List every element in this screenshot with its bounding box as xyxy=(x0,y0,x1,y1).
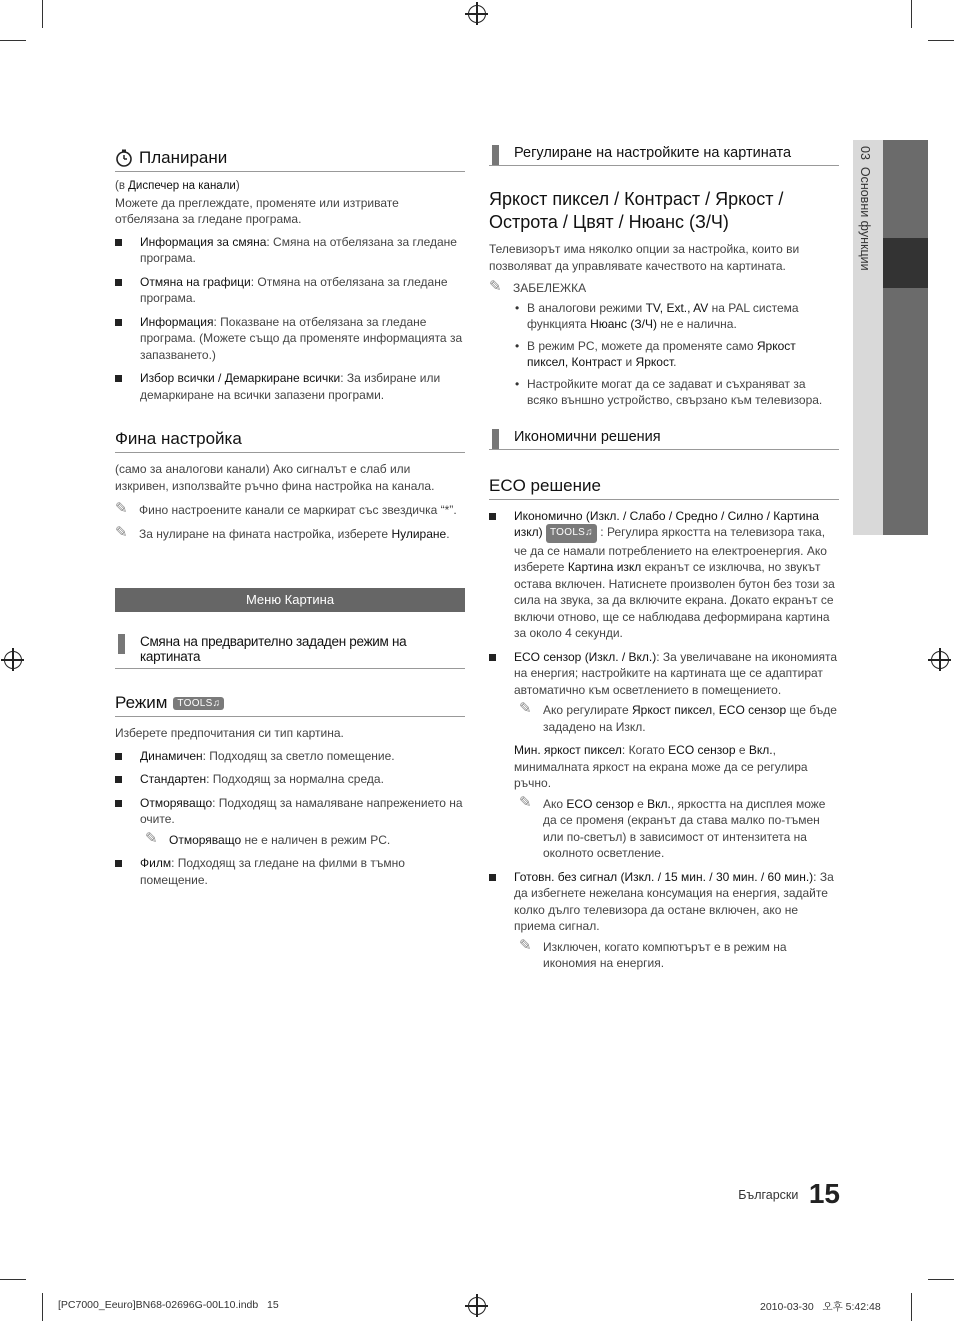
list-item: Икономично (Изкл. / Слабо / Средно / Силно / Картина изкл) TOOLS♫ : Регулира яркостта на телевизора така, че да се намали потреблението на електроенергия. Ако изберете Картина изкл екранът се изключва, но звукът остава включен. Натиснете произволен бутон без този за сила на звука, за да включите екрана. Докато екранът се включи отново, ще се наблюдава деформирана картина за около 4 секунди. xyxy=(489,508,839,642)
crop-mark xyxy=(42,0,43,28)
crop-mark xyxy=(0,1279,26,1280)
footer-language: Български xyxy=(738,1188,799,1202)
left-column xyxy=(115,148,465,888)
chapter-title: Основни функции xyxy=(858,166,872,271)
section-title: Режим xyxy=(115,693,168,712)
subsection-heading: Смяна на предварително зададен режим на картината xyxy=(115,632,465,669)
crop-mark xyxy=(928,1279,954,1280)
chapter-tab-dark xyxy=(883,140,928,535)
list-item: Отморяващо: Подходящ за намаляване напрежението на очите. xyxy=(115,795,465,828)
pencil-note-icon: ✎ xyxy=(519,793,532,811)
note: ✎ Ако регулирате Яркост пиксел, ECO сензор ще бъде зададено на Изкл. xyxy=(519,700,837,734)
paragraph: Изберете предпочитания си тип картина. xyxy=(115,726,344,740)
pencil-note-icon: ✎ xyxy=(115,500,128,517)
section-title: Фина настройка xyxy=(115,429,242,448)
note: ✎ Изключен, когато компютърът е в режим на икономия на енергия. xyxy=(519,936,787,970)
crop-mark xyxy=(0,40,26,41)
crop-mark xyxy=(928,40,954,41)
list-item: • В режим PC, можете да променяте само Яркост пиксел, Контраст и Яркост. xyxy=(513,338,839,371)
print-file-info: [PC7000_Eeuro]BN68-02696G-00L10.indb 15 xyxy=(58,1299,279,1311)
crop-mark xyxy=(911,0,912,28)
chapter-tab-marker xyxy=(883,238,928,288)
print-date-info: 2010-03-30 오후 5:42:48 xyxy=(760,1301,881,1313)
section-heading-planirani xyxy=(115,148,465,172)
note: ✎ Ако ECO сензор е Вкл., яркостта на дисплея може да се променя (екранът да става малко по-тъмен или по-светъл) в зависимост от интензитета на околното осветление. xyxy=(519,793,826,860)
registration-mark-icon xyxy=(468,5,486,23)
list-item: Информация за смяна: Смяна на отбелязана за гледане програма. xyxy=(115,234,465,267)
registration-mark-icon xyxy=(468,1297,486,1315)
section-heading-rezhim xyxy=(115,693,465,717)
list-item: Избор всички / Демаркиране всички: За избиране или демаркиране на всички запазени програми. xyxy=(115,370,465,403)
page-footer xyxy=(700,1178,840,1210)
list-item: Информация: Показване на отбелязана за гледане програма. (Можете също да променяте информацията за запазването.) xyxy=(115,314,465,364)
list-item: ECO сензор (Изкл. / Вкл.): За увеличаване на икономията на енергия; настройките на картината ще се адаптират автоматично към осветлението в помещението. xyxy=(489,649,839,699)
pencil-note-icon: ✎ xyxy=(115,523,128,541)
note: ✎ Фино настроените канали се маркират със звездичка “*”. xyxy=(115,500,457,517)
bullet-list xyxy=(489,508,839,972)
crop-mark xyxy=(911,1293,912,1321)
crop-mark xyxy=(42,1293,43,1321)
tools-badge: TOOLS♫ xyxy=(173,697,224,710)
list-item: • В аналогови режими TV, Ext., AV на PAL система функцията Нюанс (З/Ч) не е налична. xyxy=(513,300,839,333)
pencil-note-icon: ✎ xyxy=(519,936,532,954)
pencil-note-icon: ✎ xyxy=(519,700,532,717)
right-column xyxy=(489,143,839,972)
menu-bar-kartina: Меню Картина xyxy=(115,588,465,612)
registration-mark-icon xyxy=(4,651,22,669)
paragraph: Можете да преглеждате, променяте или изтривате отбелязана за гледане програма. xyxy=(115,195,399,226)
note-label: ✎ ЗАБЕЛЕЖКА xyxy=(489,278,587,295)
chapter-number: 03 xyxy=(858,146,872,160)
paragraph: Мин. яркост пиксел: Когато ECO сензор е Вкл., минималната яркост на екрана може да се регулира ръчно. xyxy=(514,743,808,790)
context-line: (в Диспечер на канали) xyxy=(115,180,240,192)
list-item: Готовн. без сигнал (Изкл. / 15 мин. / 30 мин. / 60 мин.): За да избегнете нежелана консумация на енергия, задайте колко дълго телевизора да остане включен, ако не приема сигнал. xyxy=(489,869,839,935)
subsection-heading: Регулиране на настройките на картината xyxy=(489,143,839,166)
registration-mark-icon xyxy=(931,651,949,669)
list-item: Динамичен: Подходящ за светло помещение. xyxy=(115,748,465,765)
note-list xyxy=(513,300,839,409)
section-title: Планирани xyxy=(139,148,228,167)
chapter-label xyxy=(858,146,872,271)
list-item: Филм: Подходящ за гледане на филми в тъмно помещение. xyxy=(115,855,465,888)
pencil-note-icon: ✎ xyxy=(489,278,502,295)
list-item: • Настройките могат да се задават и съхраняват за всяко външно устройство, свързано към телевизора. xyxy=(513,376,839,409)
paragraph: Телевизорът има няколко опции за настройка, които ви позволяват да управлявате качеството на картината. xyxy=(489,242,800,273)
pencil-note-icon: ✎ xyxy=(145,829,158,847)
note: ✎ За нулиране на фината настройка, изберете Нулиране. xyxy=(115,523,450,541)
section-heading-eco xyxy=(489,476,839,500)
tools-badge: TOOLS♫ xyxy=(546,524,597,543)
subsection-heading: Икономични решения xyxy=(489,427,839,450)
note: ✎ Отморяващо не е наличен в режим PC. xyxy=(145,829,391,847)
bullet-list xyxy=(115,234,465,404)
section-heading-fina xyxy=(115,429,465,453)
paragraph: (само за аналогови канали) Ако сигналът е слаб или изкривен, използвайте ръчно фина настройка на канала. xyxy=(115,462,435,493)
bullet-list xyxy=(115,748,465,889)
section-title-yarkost: Яркост пиксел / Контраст / Яркост / Острота / Цвят / Нюанс (З/Ч) xyxy=(489,189,784,232)
section-title: ECO решение xyxy=(489,475,601,495)
page-number: 15 xyxy=(808,1178,840,1209)
clock-icon xyxy=(115,149,133,167)
list-item: Отмяна на графици: Отмяна на отбелязана за гледане програма. xyxy=(115,274,465,307)
list-item: Стандартен: Подходящ за нормална среда. xyxy=(115,771,465,788)
